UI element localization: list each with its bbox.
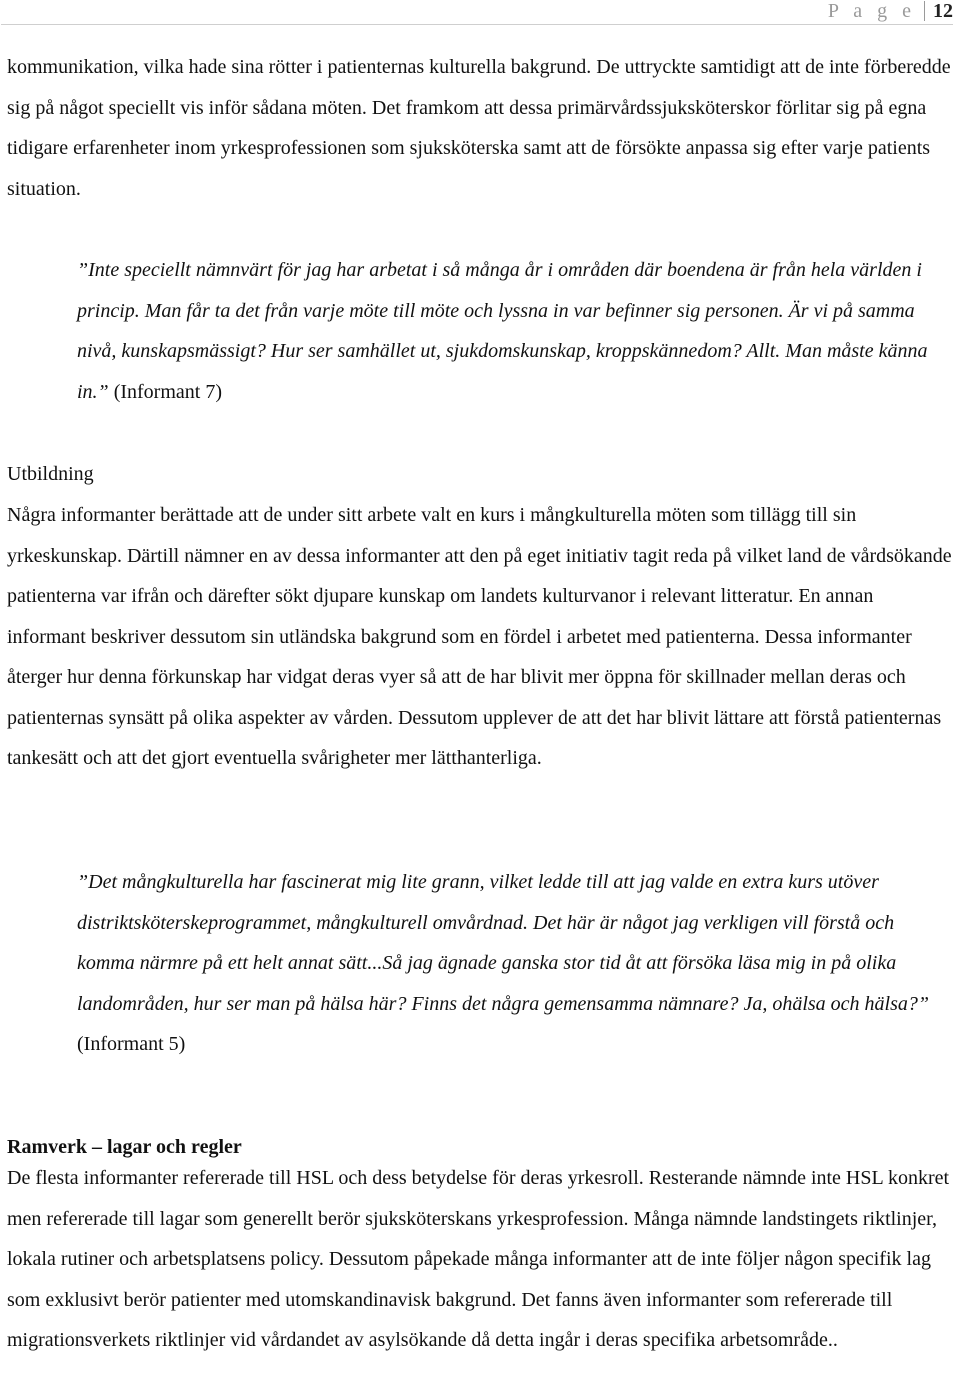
page-label: P a g e [827,0,916,22]
quote-attribution: (Informant 7) [113,380,222,403]
section-heading-utbildning: Utbildning [7,463,94,485]
paragraph-intro: kommunikation, vilka hade sina rötter i patienternas kulturella bakgrund. De uttryckte samtidigt att de inte förberedde sig på något speciellt vis inför sådana möten. Det framkom att dessa primärvårdssjuksköterskor förlitar sig på egna tidigare erfarenheter inom yrkesprofessionen som sjuksköterska samt att de försökte anpassa sig efter varje patients situation. [7,56,951,200]
quote-informant-5 [77,862,955,1065]
paragraph-utbildning: Några informanter berättade att de under sitt arbete valt en kurs i mångkulturella möten som tillägg till sin yrkeskunskap. Därtill nämner en av dessa informanter att den på eget initiativ tagit reda på vilket land de vårdsökande patienterna var ifrån och därefter sökt djupare kunskap om landets kulturvanor i relevant litteratur. En annan informant beskriver dessutom sin utländska bakgrund som en fördel i arbetet med patienterna. Dessa informanter återger hur denna förkunskap har vidgat deras vyer så att de har blivit mer öppna för skillnader mellan deras och patienternas synsätt på olika aspekter av vården. Dessutom upplever de att det har blivit lättare att förstå patienternas tankesätt och att det gjort eventuella svårigheter mer lätthanterliga. [7,504,952,769]
paragraph-ramverk: De flesta informanter refererade till HSL och dess betydelse för deras yrkesroll. Resterande nämnde inte HSL konkret men refererade till lagar som generellt berör sjuksköterskans yrkesprofession. Många nämnde landstingets riktlinjer, lokala rutiner och arbetsplatsens policy. Dessutom påpekade många informanter att de inte följer någon specifik lag som exklusivt berör patienter med utomskandinavisk bakgrund. Det fanns även informanter som refererade till migrationsverkets riktlinjer vid vårdandet av asylsökande då detta ingår i deras specifika arbetsområde.. [7,1167,950,1351]
page-number: 12 [933,0,953,22]
quote-text: ”Det mångkulturella har fascinerat mig lite grann, vilket ledde till att jag valde en extra kurs utöver distriktsköterskeprogrammet, mångkulturell omvårdnad. Det här är något jag verkligen vill förstå och komma närmre på ett helt annat sätt...Så jag ägnade ganska stor tid åt att försöka läsa mig in på olika landområden, hur ser man på hälsa här? Finns det några gemensamma nämnare? Ja, ohälsa och hälsa?” [77,871,930,1015]
page-header [1,0,953,25]
page-separator [924,1,925,21]
quote-informant-7 [77,250,955,412]
quote-text: ”Inte speciellt nämnvärt för jag har arbetat i så många år i områden där boendena är från hela världen i princip. Man får ta det från varje möte till möte och lyssna in var befinner sig personen. Är vi på samma nivå, kunskapsmässigt? Hur ser samhället ut, sjukdomskunskap, kroppskännedom? Allt. Man måste känna in.” [77,259,928,403]
quote-attribution: (Informant 5) [77,1033,186,1055]
section-heading-ramverk: Ramverk – lagar och regler [7,1136,242,1158]
